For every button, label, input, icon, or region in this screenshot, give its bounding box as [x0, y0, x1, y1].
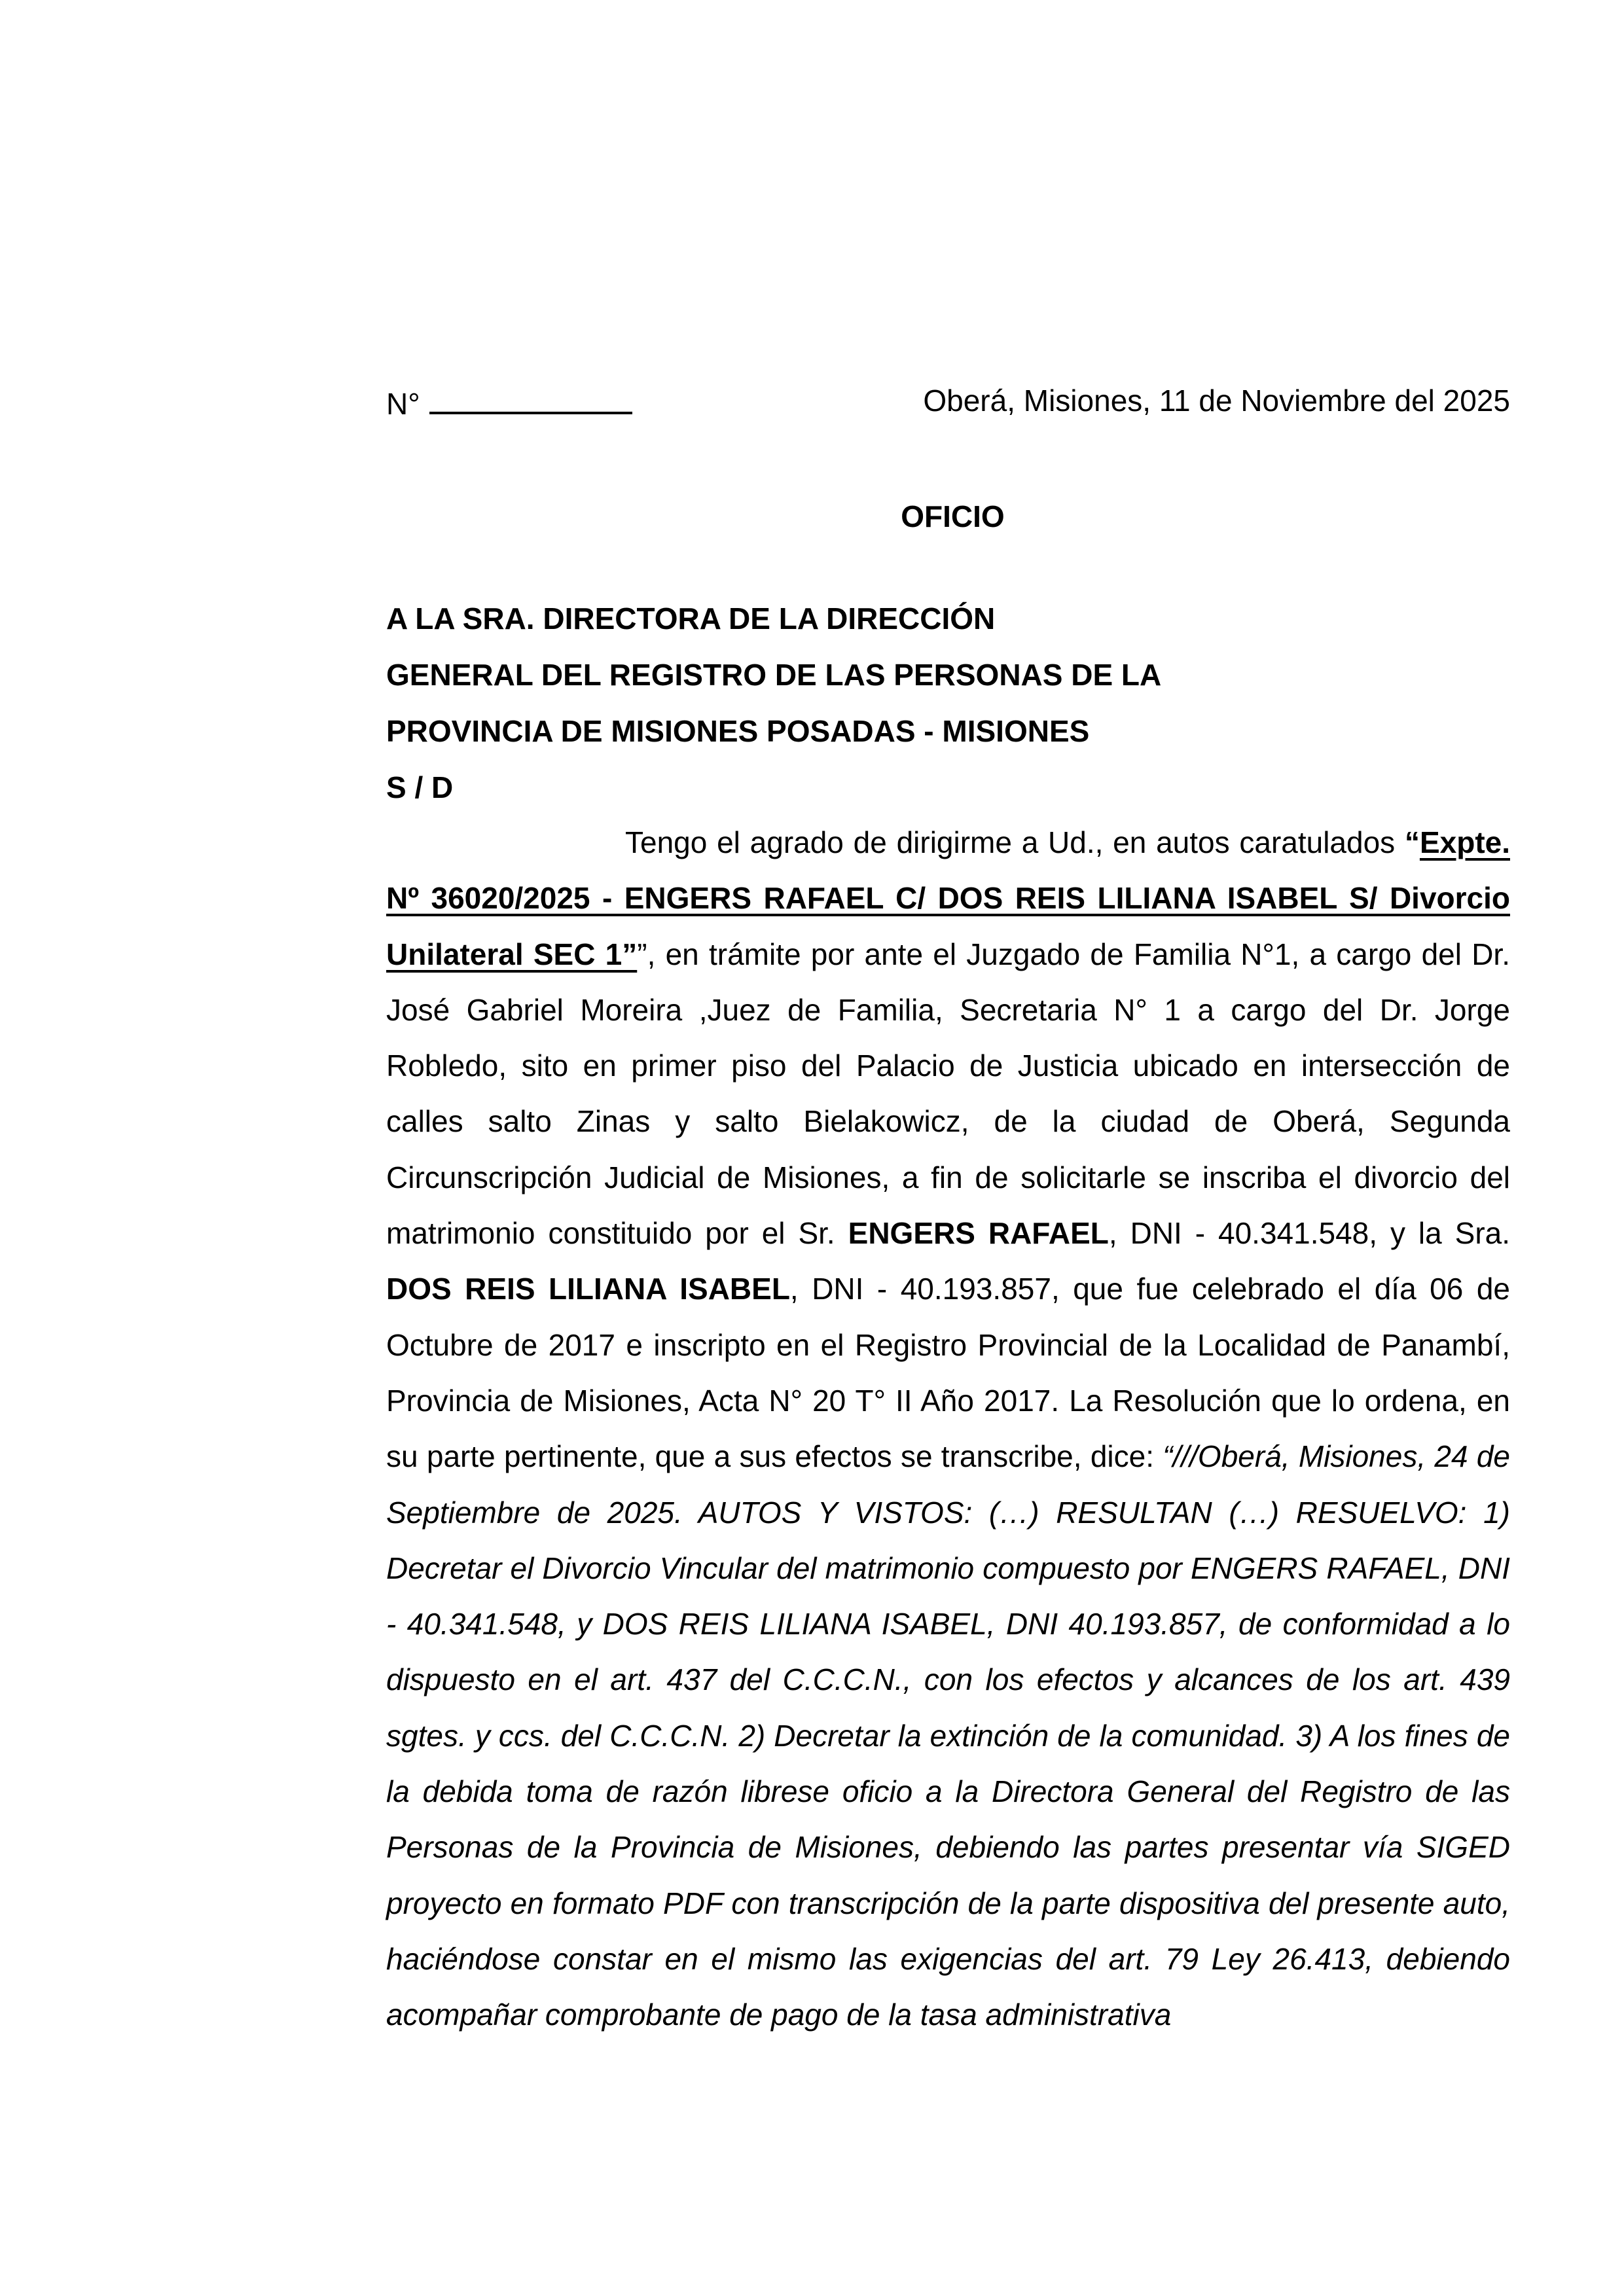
- number-label: N°: [386, 387, 420, 421]
- addressee-line: GENERAL DEL REGISTRO DE LAS PERSONAS DE LA: [386, 658, 1162, 692]
- case-open-quote: “: [1404, 825, 1420, 859]
- addressee-line: S / D: [386, 770, 454, 804]
- resolution-quote: “///Oberá, Misiones, 24 de Septiembre de 2025. AUTOS Y VISTOS: (…): [386, 1439, 1510, 1530]
- document-number: [386, 383, 632, 422]
- body-text: , DNI - 40.341.548, y la Sra.: [1108, 1216, 1511, 1251]
- document-date: Oberá, Misiones, 11 de Noviembre del 2025: [923, 384, 1510, 418]
- addressee-line: PROVINCIA DE MISIONES POSADAS - MISIONES: [386, 714, 1090, 748]
- body-text: , DNI - 40.193.857, que fue celebrado el día 06 de Octubre de 2017 e inscripto en el Registro Provincial de la Localidad de Panambí, Provincia de Misiones, Acta N° 20 T° II Año 2017. La Resolución que lo ordena, en su parte pertinente, que a sus efectos se transcribe, dice:: [386, 1272, 1510, 1474]
- case-close-quote: ”: [637, 937, 647, 971]
- addressee-line: A LA SRA. DIRECTORA DE LA DIRECCIÓN: [386, 601, 996, 636]
- body-paragraph: [386, 815, 1510, 2043]
- resolution-quote: RESULTAN (…) RESUELVO: 1) Decretar el Divorcio Vincular del matrimonio compuesto por ENGERS RAFAEL, DNI - 40.341.548, y DOS REIS LILIANA ISABEL, DNI 40.193.857, de conformidad a lo dispuesto en el art. 437 del C.C.C.N., con los efectos y alcances de los art. 439 sgtes. y ccs. del C.C.C.N. 2) Decretar la extinción de la comunidad. 3) A los fines de la debida toma de razón librese oficio a la Directora General del Registro de las Personas de la Provincia de Misiones, debiendo las partes presentar vía SIGED proyecto en formato PDF con transcripción de la parte dispositiva del presente auto, haciéndose constar en el mismo las exigencias del art. 79 Ley 26.413, debiendo acompañar comprobante de pago de la tasa administrativa: [386, 1495, 1510, 2032]
- document-title: OFICIO: [901, 499, 1005, 533]
- body-intro: Tengo el agrado de dirigirme a Ud., en autos caratulados: [625, 825, 1405, 859]
- party-name: DOS REIS LILIANA ISABEL: [386, 1272, 790, 1306]
- addressee-block: [386, 590, 1161, 816]
- case-title: Expte. Nº 36020/2025 - ENGERS RAFAEL C/ DOS REIS LILIANA ISABEL S/ Divorcio Unilateral SEC 1”: [386, 825, 1510, 971]
- party-name: ENGERS RAFAEL: [848, 1216, 1109, 1251]
- body-text: , en trámite por ante el Juzgado de Familia N°1, a cargo del Dr. José Gabriel Moreira ,Juez de Familia, Secretaria N° 1 a cargo del Dr. Jorge Robledo, sito en primer piso del Palacio de Justicia ubicado en intersección de calles salto Zinas y salto Bielakowicz, de la ciudad de Oberá, Segunda Circunscripción Judicial de Misiones, a fin de solicitarle se inscriba el divorcio del matrimonio constituido por el Sr.: [386, 937, 1510, 1251]
- number-blank-line: [429, 383, 632, 414]
